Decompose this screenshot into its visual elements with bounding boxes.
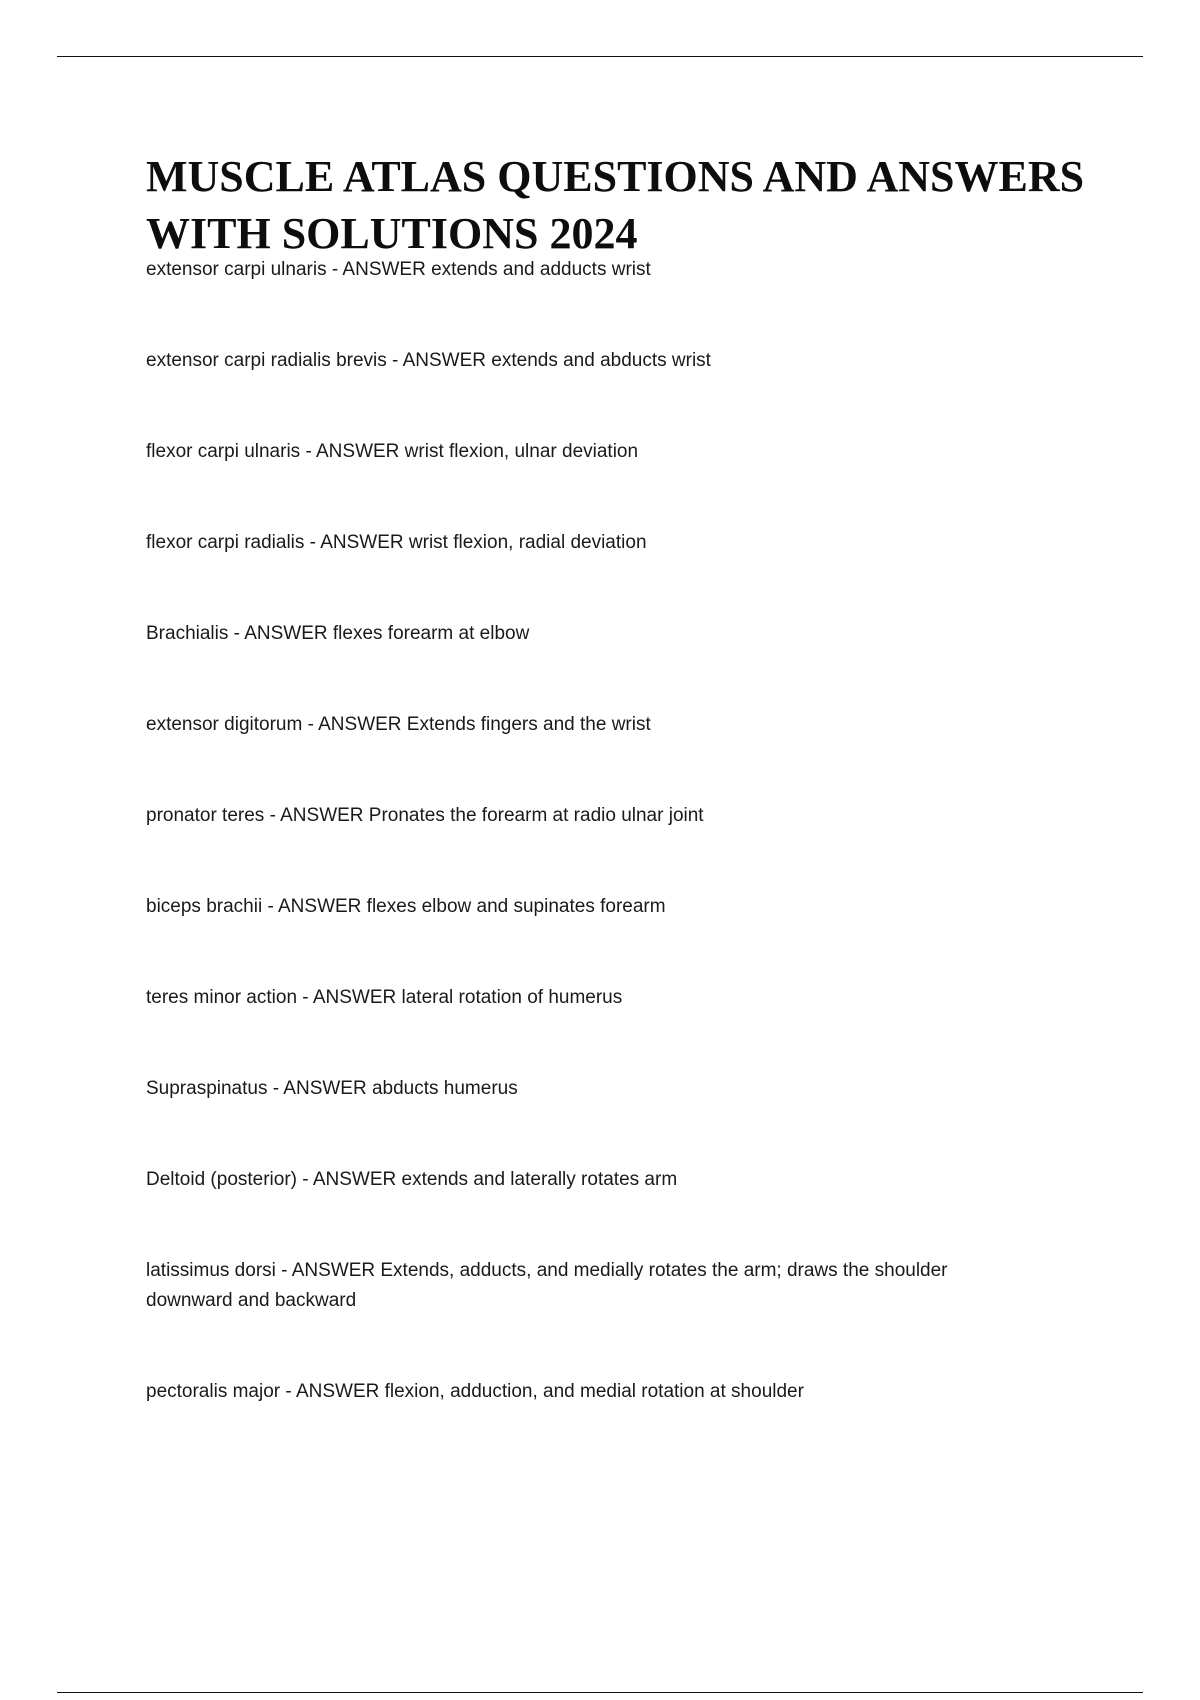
page-title: MUSCLE ATLAS QUESTIONS AND ANSWERS WITH SOLUTIONS 2024 — [146, 152, 1085, 258]
qa-item: extensor carpi ulnaris - ANSWER extends and adducts wrist — [146, 259, 651, 280]
qa-item: pronator teres - ANSWER Pronates the forearm at radio ulnar joint — [146, 805, 704, 826]
top-divider — [57, 56, 1143, 57]
qa-item: biceps brachii - ANSWER flexes elbow and supinates forearm — [146, 896, 666, 917]
qa-item: extensor carpi radialis brevis - ANSWER extends and abducts wrist — [146, 350, 711, 371]
qa-list — [146, 255, 1026, 1468]
qa-item: Brachialis - ANSWER flexes forearm at elbow — [146, 623, 530, 644]
qa-item: flexor carpi ulnaris - ANSWER wrist flexion, ulnar deviation — [146, 441, 639, 462]
qa-item: teres minor action - ANSWER lateral rotation of humerus — [146, 987, 623, 1008]
qa-item: pectoralis major - ANSWER flexion, adduction, and medial rotation at shoulder — [146, 1381, 804, 1402]
qa-item: Deltoid (posterior) - ANSWER extends and laterally rotates arm — [146, 1169, 678, 1190]
qa-item: latissimus dorsi - ANSWER Extends, adducts, and medially rotates the arm; draws the shoulder downward and backward — [146, 1260, 948, 1311]
qa-item: flexor carpi radialis - ANSWER wrist flexion, radial deviation — [146, 532, 647, 553]
qa-item: extensor digitorum - ANSWER Extends fingers and the wrist — [146, 714, 651, 735]
bottom-divider — [57, 1692, 1143, 1693]
qa-item: Supraspinatus - ANSWER abducts humerus — [146, 1078, 518, 1099]
